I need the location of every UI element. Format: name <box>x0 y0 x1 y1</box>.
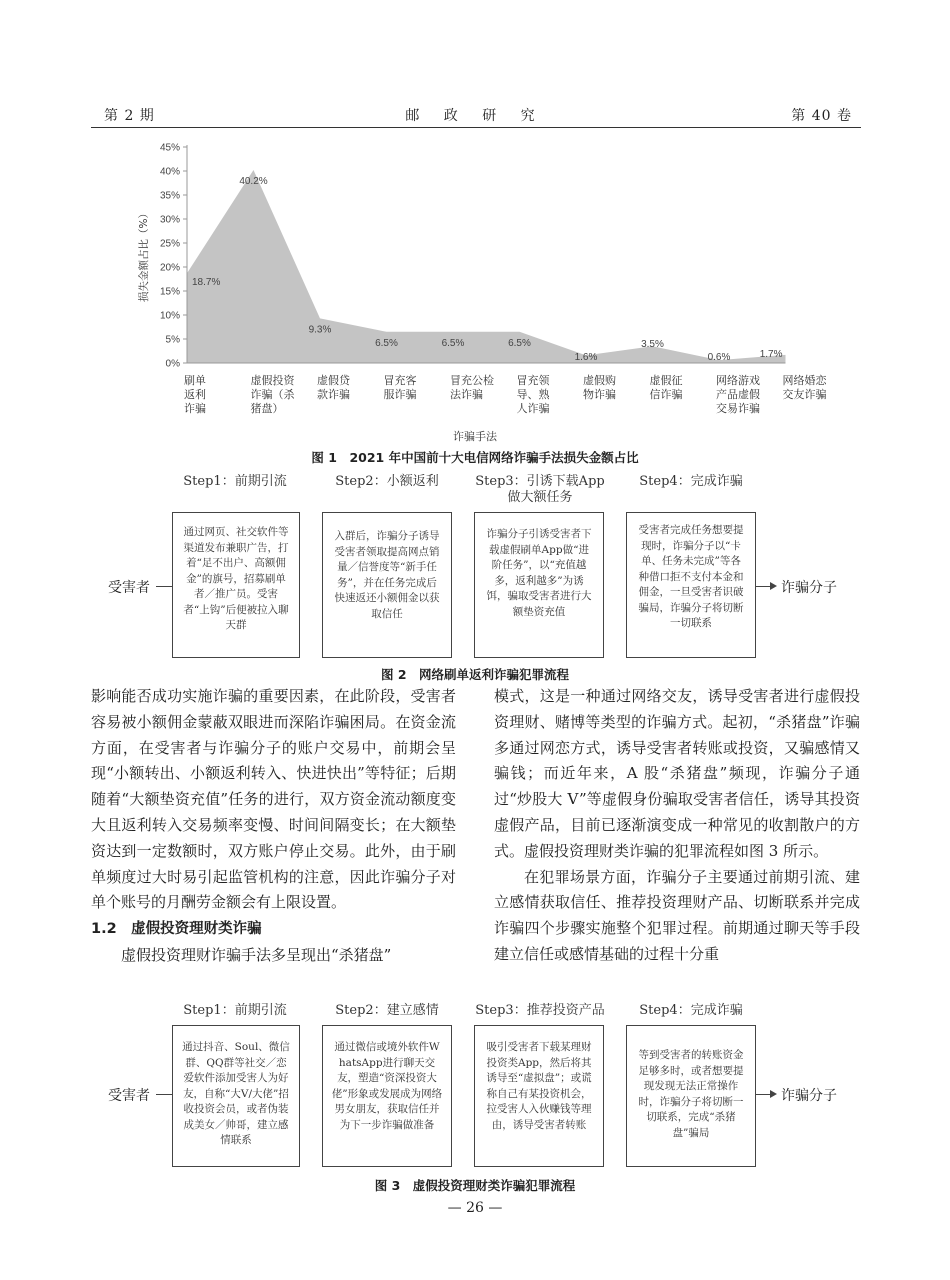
figure2-step-2: Step2：小额返利 <box>335 474 439 489</box>
x-category-label: 网络婚恋 交友诈骗 <box>782 374 827 401</box>
data-label: 0.6% <box>707 352 731 363</box>
x-category-label: 虚假投资 诈骗（杀 猪盘） <box>250 374 295 415</box>
figure3-caption: 图 3 虚假投资理财类诈骗犯罪流程 <box>374 1178 576 1193</box>
figure3-box-1-text: 通过抖音、Soul、微信群、QQ群等社交／恋爱软件添加受害人为好友，自称“大V/大佬”招收投资会员，或者伪装成美女／帅哥，建立感情联系 <box>182 1041 290 1146</box>
y-tick-label: 0% <box>165 358 180 370</box>
figure3-step-4: Step4：完成诈骗 <box>639 1003 743 1018</box>
y-tick-label: 20% <box>159 262 180 274</box>
page-number: — 26 — <box>447 1200 503 1216</box>
data-label: 6.5% <box>508 337 531 349</box>
y-tick-label: 15% <box>159 286 180 298</box>
body-right-paragraph-2: 在犯罪场景方面，诈骗分子主要通过前期引流、建立感情获取信任、推荐投资理财产品、切断联系并完成诈骗四个步骤实施整个犯罪过程。前期通过聊天等手段建立信任或感情基础的过程十分重 <box>494 867 860 963</box>
y-tick-label: 35% <box>159 190 180 202</box>
figure3-step-2: Step2：建立感情 <box>335 1003 439 1018</box>
figure2-box-3-text: 诈骗分子引诱受害者下载虚假刷单App做“进阶任务”，以“充值越多，返利越多”为诱饵，骗取受害者进行大额垫资充值 <box>486 528 592 618</box>
figure2-fraudster-label: 诈骗分子 <box>781 580 837 596</box>
body-left-paragraph-2: 虚假投资理财诈骗手法多呈现出“杀猪盘” <box>121 945 392 964</box>
y-tick-label: 5% <box>165 334 180 346</box>
figure3-box-3-text: 吸引受害者下载某理财投资类App，然后将其诱导至“虚拟盘”；或谎称自己有某投资机会，拉受害人入伙赚钱等理由，诱导受害者转账 <box>486 1041 592 1131</box>
figure2-box-4-text: 受害者完成任务想要提现时，诈骗分子以“卡单、任务未完成”等各种借口拒不支付本金和佣金，一旦受害者识破骗局，诈骗分子将切断一切联系 <box>638 524 744 629</box>
figure3-step-1: Step1：前期引流 <box>183 1003 287 1018</box>
figure1-caption: 图 1 2021 年中国前十大电信网络诈骗手法损失金额占比 <box>311 450 639 465</box>
body-right-column <box>494 684 860 968</box>
figure2-step-4: Step4：完成诈骗 <box>639 474 743 489</box>
data-label: 40.2% <box>239 176 268 188</box>
data-label: 1.6% <box>574 352 598 363</box>
data-label: 6.5% <box>441 337 465 349</box>
x-category-label: 冒充客 服诈骗 <box>383 374 417 401</box>
figure2-box-2 <box>322 512 452 658</box>
figure1-chart <box>100 135 840 380</box>
figure3-box-2 <box>322 1025 452 1167</box>
y-tick-label: 25% <box>159 238 180 250</box>
data-label: 9.3% <box>308 324 332 336</box>
x-category-label: 虚假征 信诈骗 <box>649 374 683 401</box>
figure3-victim-label: 受害者 <box>108 1088 150 1104</box>
y-tick-label: 40% <box>159 166 180 178</box>
area-series <box>187 170 786 363</box>
x-category-label: 虚假贷 款诈骗 <box>317 374 350 401</box>
body-right-paragraph-1: 模式，这是一种通过网络交友，诱导受害者进行虚假投资理财、赌博等类型的诈骗方式。起初，“杀猪盘”诈骗多通过网恋方式，诱导受害者转账或投资，又骗感情又骗钱；而近年来，A 股“杀猪盘”频现，诈骗分子通过“炒股大 V”等虚假身份骗取受害者信任，诱导其投资虚假产品，目前已逐渐演变成一种常见的收割散户的方式。虚假投资理财类诈骗的犯罪流程如图 3 所示。 <box>494 687 860 860</box>
figure3-fraudster-label: 诈骗分子 <box>781 1088 837 1104</box>
data-label: 18.7% <box>192 277 221 289</box>
data-label: 3.5% <box>641 339 664 351</box>
figure2-box-1-text: 通过网页、社交软件等渠道发布兼职广告，打着“足不出户、高额佣金”的旗号，招募刷单者／推广员。受害者“上钩”后便被拉入聊天群 <box>183 526 289 631</box>
figure3-step-3: Step3：推荐投资产品 <box>475 1003 605 1018</box>
section-heading-1-2: 1.2 虚假投资理财类诈骗 <box>91 921 262 938</box>
data-label: 6.5% <box>375 337 398 349</box>
header-issue: 第 2 期 <box>104 108 155 124</box>
data-label: 1.7% <box>759 348 783 360</box>
figure3-arrow-icon <box>770 1090 777 1098</box>
header-volume: 第 40 卷 <box>791 108 852 124</box>
figure2-box-1 <box>172 512 300 658</box>
figure3-box-4 <box>626 1025 756 1167</box>
y-tick-label: 10% <box>159 310 180 322</box>
x-category-label: 网络游戏 产品虚假 交易诈骗 <box>716 374 760 415</box>
figure2-arrow-icon <box>770 582 777 590</box>
figure1-x-axis-label: 诈骗手法 <box>453 430 497 443</box>
figure3-box-2-text: 通过微信或境外软件WhatsApp进行聊天交友，塑造“资深投资大佬”形象或发展成为网络男女朋友，获取信任并为下一步诈骗做准备 <box>331 1041 443 1131</box>
figure2-step-3: Step3：引诱下载App做大额任务 <box>475 474 605 505</box>
y-tick-label: 45% <box>159 142 180 154</box>
figure2-box-2-text: 入群后，诈骗分子诱导受害者领取提高网点销量／信誉度等“新手任务”，并在任务完成后快速返还小额佣金以获取信任 <box>334 530 440 620</box>
figure2-step-1: Step1：前期引流 <box>183 474 287 489</box>
figure3-box-3 <box>474 1025 604 1167</box>
figure2-box-4 <box>626 512 756 658</box>
figure2-victim-label: 受害者 <box>108 580 150 596</box>
figure3-box-1 <box>172 1025 300 1167</box>
x-category-label: 冒充公检 法诈骗 <box>450 374 494 401</box>
header-journal-title: 邮 政 研 究 <box>405 108 545 124</box>
figure2-connector-right <box>756 586 770 587</box>
figure3-connector-right <box>756 1094 770 1095</box>
x-category-label: 虚假购 物诈骗 <box>583 374 616 401</box>
figure3-box-4-text: 等到受害者的转账资金足够多时，或者想要提现发现无法正常操作时，诈骗分子将切断一切联系，完成“杀猪盘”骗局 <box>638 1049 744 1139</box>
figure2-caption: 图 2 网络刷单返利诈骗犯罪流程 <box>380 667 570 682</box>
header-rule <box>91 127 861 128</box>
body-left-paragraph-1: 影响能否成功实施诈骗的重要因素，在此阶段，受害者容易被小额佣金蒙蔽双眼进而深陷诈骗困局。在资金流方面，在受害者与诈骗分子的账户交易中，前期会呈现“小额转出、小额返利转入、快进快出”等特征；后期随着“大额垫资充值”任务的进行，双方资金流动额度变大且返利转入交易频率变慢、时间间隔变长；在大额垫资达到一定数额时，双方账户停止交易。此外，由于刷单频度过大时易引起监管机构的注意，因此诈骗分子对单个账号的月酬劳金额会有上限设置。 <box>91 687 456 912</box>
y-axis-label: 损失金额占比（%） <box>138 208 150 302</box>
body-left-column <box>91 684 456 969</box>
x-category-label: 冒充领 导、熟 人诈骗 <box>516 374 550 415</box>
figure2-box-3 <box>474 512 604 658</box>
y-tick-label: 30% <box>159 214 180 226</box>
x-category-label: 刷单 返利 诈骗 <box>184 374 206 415</box>
figure2-connector-left <box>156 586 172 587</box>
figure3-connector-left <box>156 1094 172 1095</box>
